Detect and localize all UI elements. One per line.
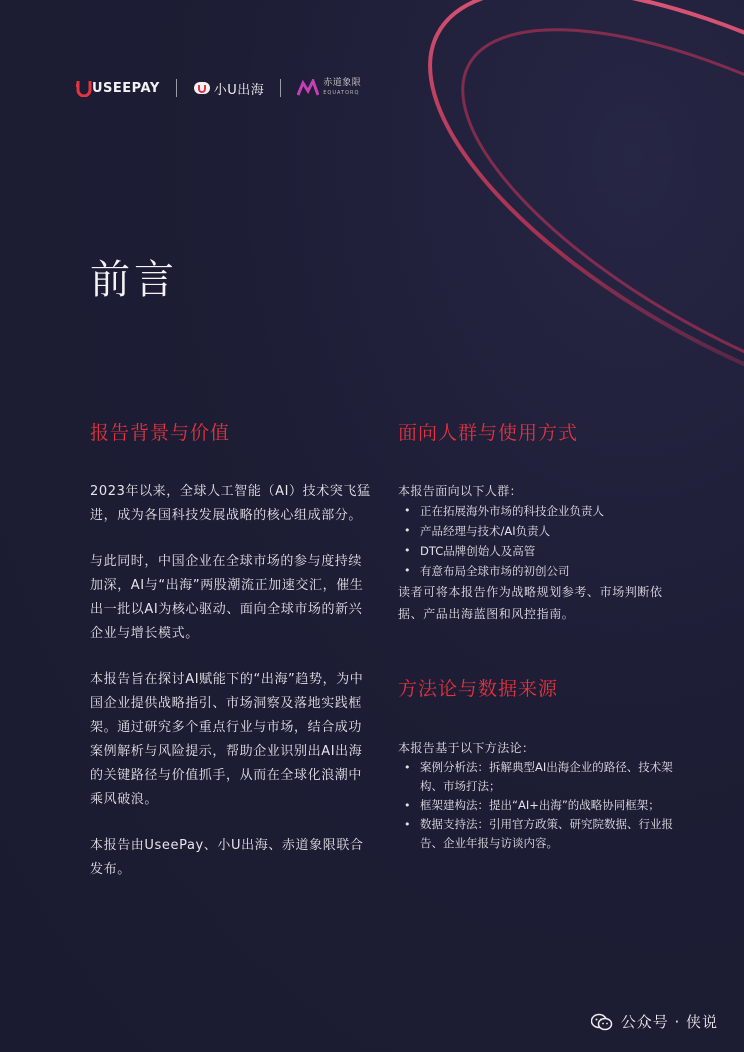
xiaou-logo — [193, 79, 265, 98]
list-item — [398, 541, 683, 561]
bullet-icon: • — [404, 504, 411, 517]
audience-heading: 面向人群与使用方式 — [398, 422, 579, 444]
method-intro: 本报告基于以下方法论： — [398, 741, 535, 755]
list-item — [398, 501, 683, 521]
audience-outro: 读者可将本报告作为战略规划参考、市场判断依据、产品出海蓝图和风控指南。 — [398, 585, 663, 621]
background-heading: 报告背景与价值 — [90, 422, 231, 444]
method-heading: 方法论与数据来源 — [398, 678, 559, 700]
list-item — [398, 796, 683, 815]
xiaou-logo-text: 小U出海 — [213, 82, 265, 98]
inner-ring — [410, 0, 744, 485]
bullet-icon: • — [404, 799, 411, 812]
background-paragraph: 本报告旨在探讨AI赋能下的“出海”趋势，为中国企业提供战略指引、市场洞察及落地实践框架。通过研究多个重点行业与市场，结合成功案例解析与风险提示，帮助企业识别出AI出海的关键路径与价值抓手，从而在全球化浪潮中乘风破浪。 — [90, 672, 364, 807]
background-paragraph: 2023年以来，全球人工智能（AI）技术突飞猛进，成为各国科技发展战略的核心组成部分。 — [90, 484, 371, 523]
audience-intro: 本报告面向以下人群： — [398, 484, 523, 498]
audience-item: 有意布局全球市场的初创公司 — [420, 564, 570, 578]
audience-item: DTC品牌创始人及高管 — [420, 544, 536, 558]
list-item — [398, 758, 683, 796]
useepay-logo-text: USEEPAY — [92, 80, 160, 96]
logo-bar — [76, 74, 361, 102]
background-paragraph: 与此同时，中国企业在全球市场的参与度持续加深，AI与“出海”两股潮流正加速交汇，催生出一批以AI为核心驱动、面向全球市场的新兴企业与增长模式。 — [90, 554, 364, 641]
list-item — [398, 561, 683, 581]
method-item: 数据支持法：引用官方政策、研究院数据、行业报告、企业年报与访谈内容。 — [420, 817, 673, 850]
chidao-logo-subtext: EQUATORQ — [323, 90, 360, 96]
useepay-logo — [76, 79, 160, 97]
audience-item: 产品经理与技术/AI负责人 — [420, 524, 551, 538]
method-section — [398, 738, 683, 853]
bullet-icon: • — [404, 818, 411, 831]
wechat-icon — [591, 1013, 613, 1031]
bullet-icon: • — [404, 564, 411, 577]
bullet-icon: • — [404, 524, 411, 537]
bullet-icon: • — [404, 544, 411, 557]
chidao-logo — [297, 78, 361, 98]
useepay-icon — [76, 79, 92, 97]
method-list — [398, 758, 683, 853]
watermark-text: 公众号 · 侠说 — [620, 1013, 718, 1031]
logo-divider — [176, 79, 177, 97]
method-item: 框架建构法：提出“AI+出海”的战略协同框架； — [420, 798, 660, 812]
list-item — [398, 815, 683, 853]
list-item — [398, 521, 683, 541]
method-item: 案例分析法：拆解典型AI出海企业的路径、技术架构、市场打法； — [420, 760, 673, 793]
background-paragraph: 本报告由UseePay、小U出海、赤道象限联合发布。 — [90, 838, 364, 877]
audience-list — [398, 501, 683, 581]
background-section — [90, 480, 372, 882]
page-title: 前言 — [90, 257, 178, 303]
chidao-icon — [297, 79, 319, 97]
chidao-logo-text: 赤道象限 — [323, 78, 362, 88]
watermark — [591, 1011, 718, 1032]
audience-item: 正在拓展海外市场的科技企业负责人 — [420, 504, 604, 518]
bullet-icon: • — [404, 761, 411, 774]
xiaou-icon — [193, 80, 211, 96]
audience-section — [398, 481, 683, 625]
logo-divider — [280, 79, 281, 97]
